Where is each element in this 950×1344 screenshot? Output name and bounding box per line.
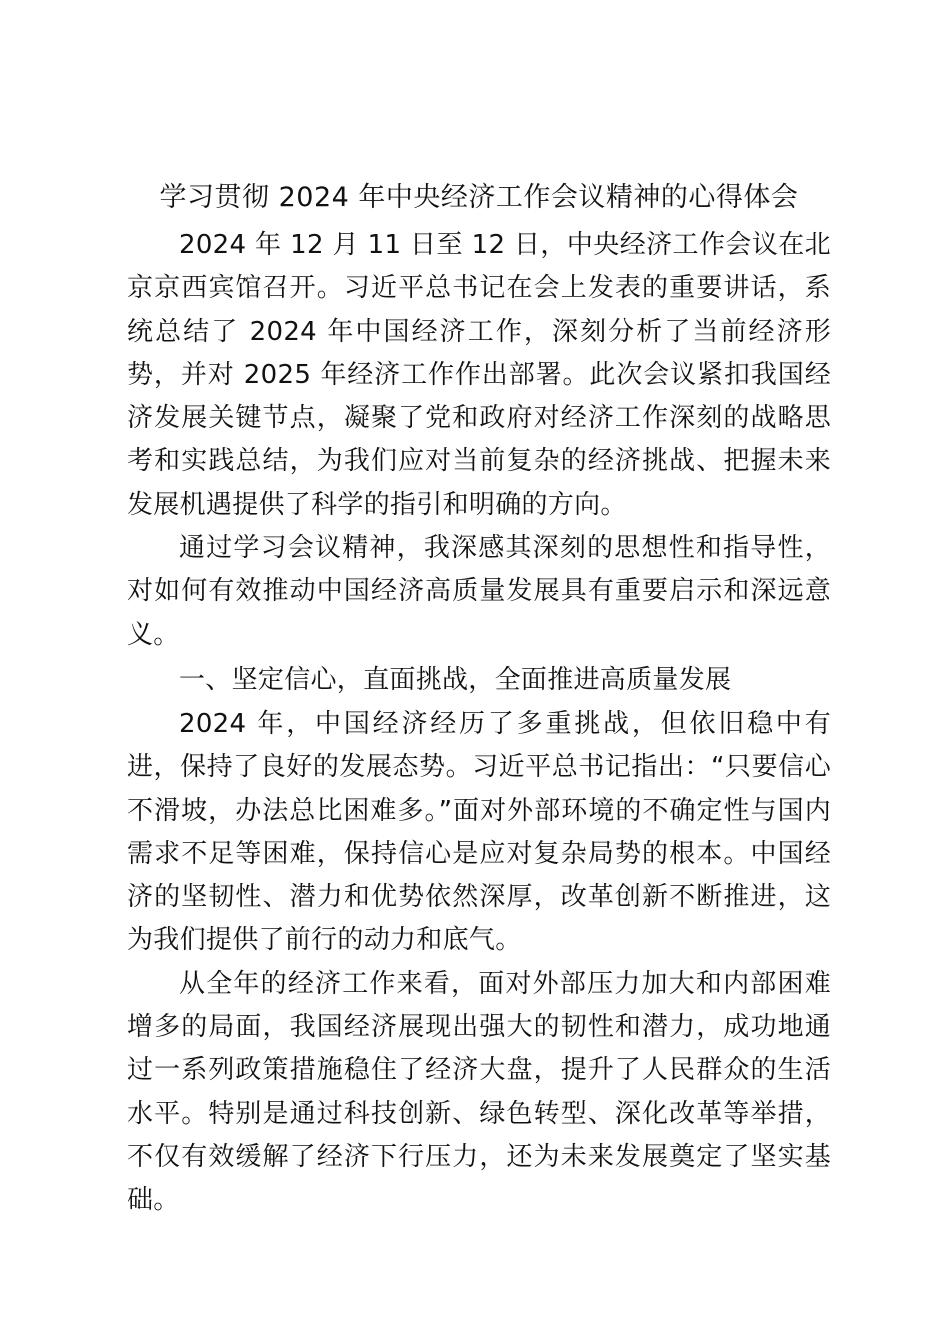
section-heading: 一、坚定信心，直面挑战，全面推进高质量发展 bbox=[179, 664, 732, 695]
document-title: 学习贯彻 2024 年中央经济工作会议精神的心得体会 bbox=[159, 182, 799, 213]
section-paragraph: 2024 年，中国经济经历了多重挑战，但依旧稳中有进，保持了良好的发展态势。习近平总书记指出：“只要信心不滑坡，办法总比困难多。”面对外部环境的不确定性与国内需求不足等困难，保持信心是应对复杂局势的根本。中国经济的坚韧性、潜力和优势依然深厚，改革创新不断推进，这为我们提供了前行的动力和底气。 bbox=[127, 708, 831, 956]
intro-paragraph: 2024 年 12 月 11 日至 12 日，中央经济工作会议在北京京西宾馆召开。习近平总书记在会上发表的重要讲话，系统总结了 2024 年中国经济工作，深刻分析了当前经济形势，并对 2025 年经济工作作出部署。此次会议紧扣我国经济发展关键节点，凝聚了党和政府对经济工作深刻的战略思考和实践总结，为我们应对当前复杂的经济挑战、把握未来发展机遇提供了科学的指引和明确的方向。 bbox=[127, 230, 831, 520]
section-paragraph: 从全年的经济工作来看，面对外部压力加大和内部困难增多的局面，我国经济展现出强大的韧性和潜力，成功地通过一系列政策措施稳住了经济大盘，提升了人民群众的生活水平。特别是通过科技创新、绿色转型、深化改革等举措，不仅有效缓解了经济下行压力，还为未来发展奠定了坚实基础。 bbox=[127, 968, 831, 1216]
reflection-paragraph: 通过学习会议精神，我深感其深刻的思想性和指导性，对如何有效推动中国经济高质量发展具有重要启示和深远意义。 bbox=[127, 533, 831, 650]
document-body bbox=[127, 172, 831, 1223]
